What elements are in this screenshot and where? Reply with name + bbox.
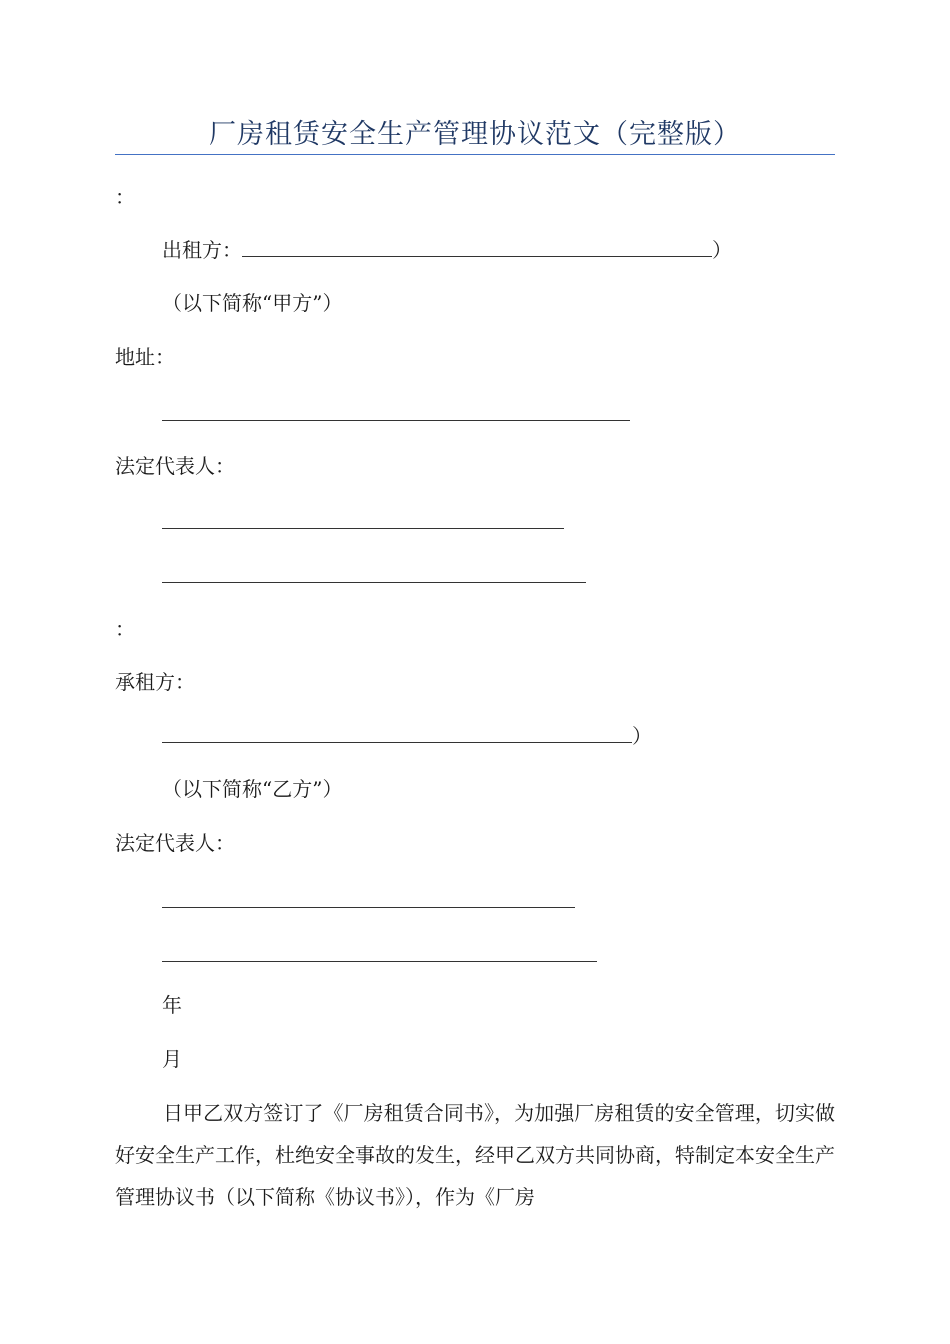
year-label: 年 — [162, 993, 182, 1017]
legal-rep-label-lessor: 法定代表人： — [115, 454, 235, 478]
lessor-abbreviation: （以下简称“甲方”） — [162, 291, 343, 315]
colon-line-2: ： — [115, 617, 135, 641]
lessee-line — [162, 722, 652, 749]
legal-rep-blank-lessor-1 — [162, 528, 564, 529]
address-label: 地址： — [115, 345, 175, 369]
lessor-name-blank — [242, 236, 712, 257]
lessor-line — [162, 236, 732, 263]
document-title: 厂房租赁安全生产管理协议范文（完整版） — [209, 119, 741, 150]
legal-rep-blank-lessee-1 — [162, 907, 575, 908]
lessor-label: 出租方： — [162, 238, 242, 262]
month-label: 月 — [162, 1047, 182, 1071]
lessee-abbreviation: （以下简称“乙方”） — [162, 777, 343, 801]
lessee-name-blank — [162, 722, 632, 743]
lessee-close-paren: ） — [632, 724, 652, 748]
address-blank — [162, 420, 630, 421]
colon-line-1: ： — [115, 185, 135, 209]
lessee-label: 承租方： — [115, 670, 195, 694]
legal-rep-blank-lessee-2 — [162, 961, 597, 962]
legal-rep-blank-lessor-2 — [162, 582, 586, 583]
agreement-paragraph: 日甲乙双方签订了《厂房租赁合同书》，为加强厂房租赁的安全管理，切实做好安全生产工作，杜绝安全事故的发生，经甲乙双方共同协商，特制定本安全生产管理协议书（以下简称《协议书》），作为《厂房 — [115, 1101, 835, 1209]
lessor-close-paren: ） — [712, 238, 732, 262]
legal-rep-label-lessee: 法定代表人： — [115, 831, 235, 855]
title-underline — [115, 154, 835, 155]
